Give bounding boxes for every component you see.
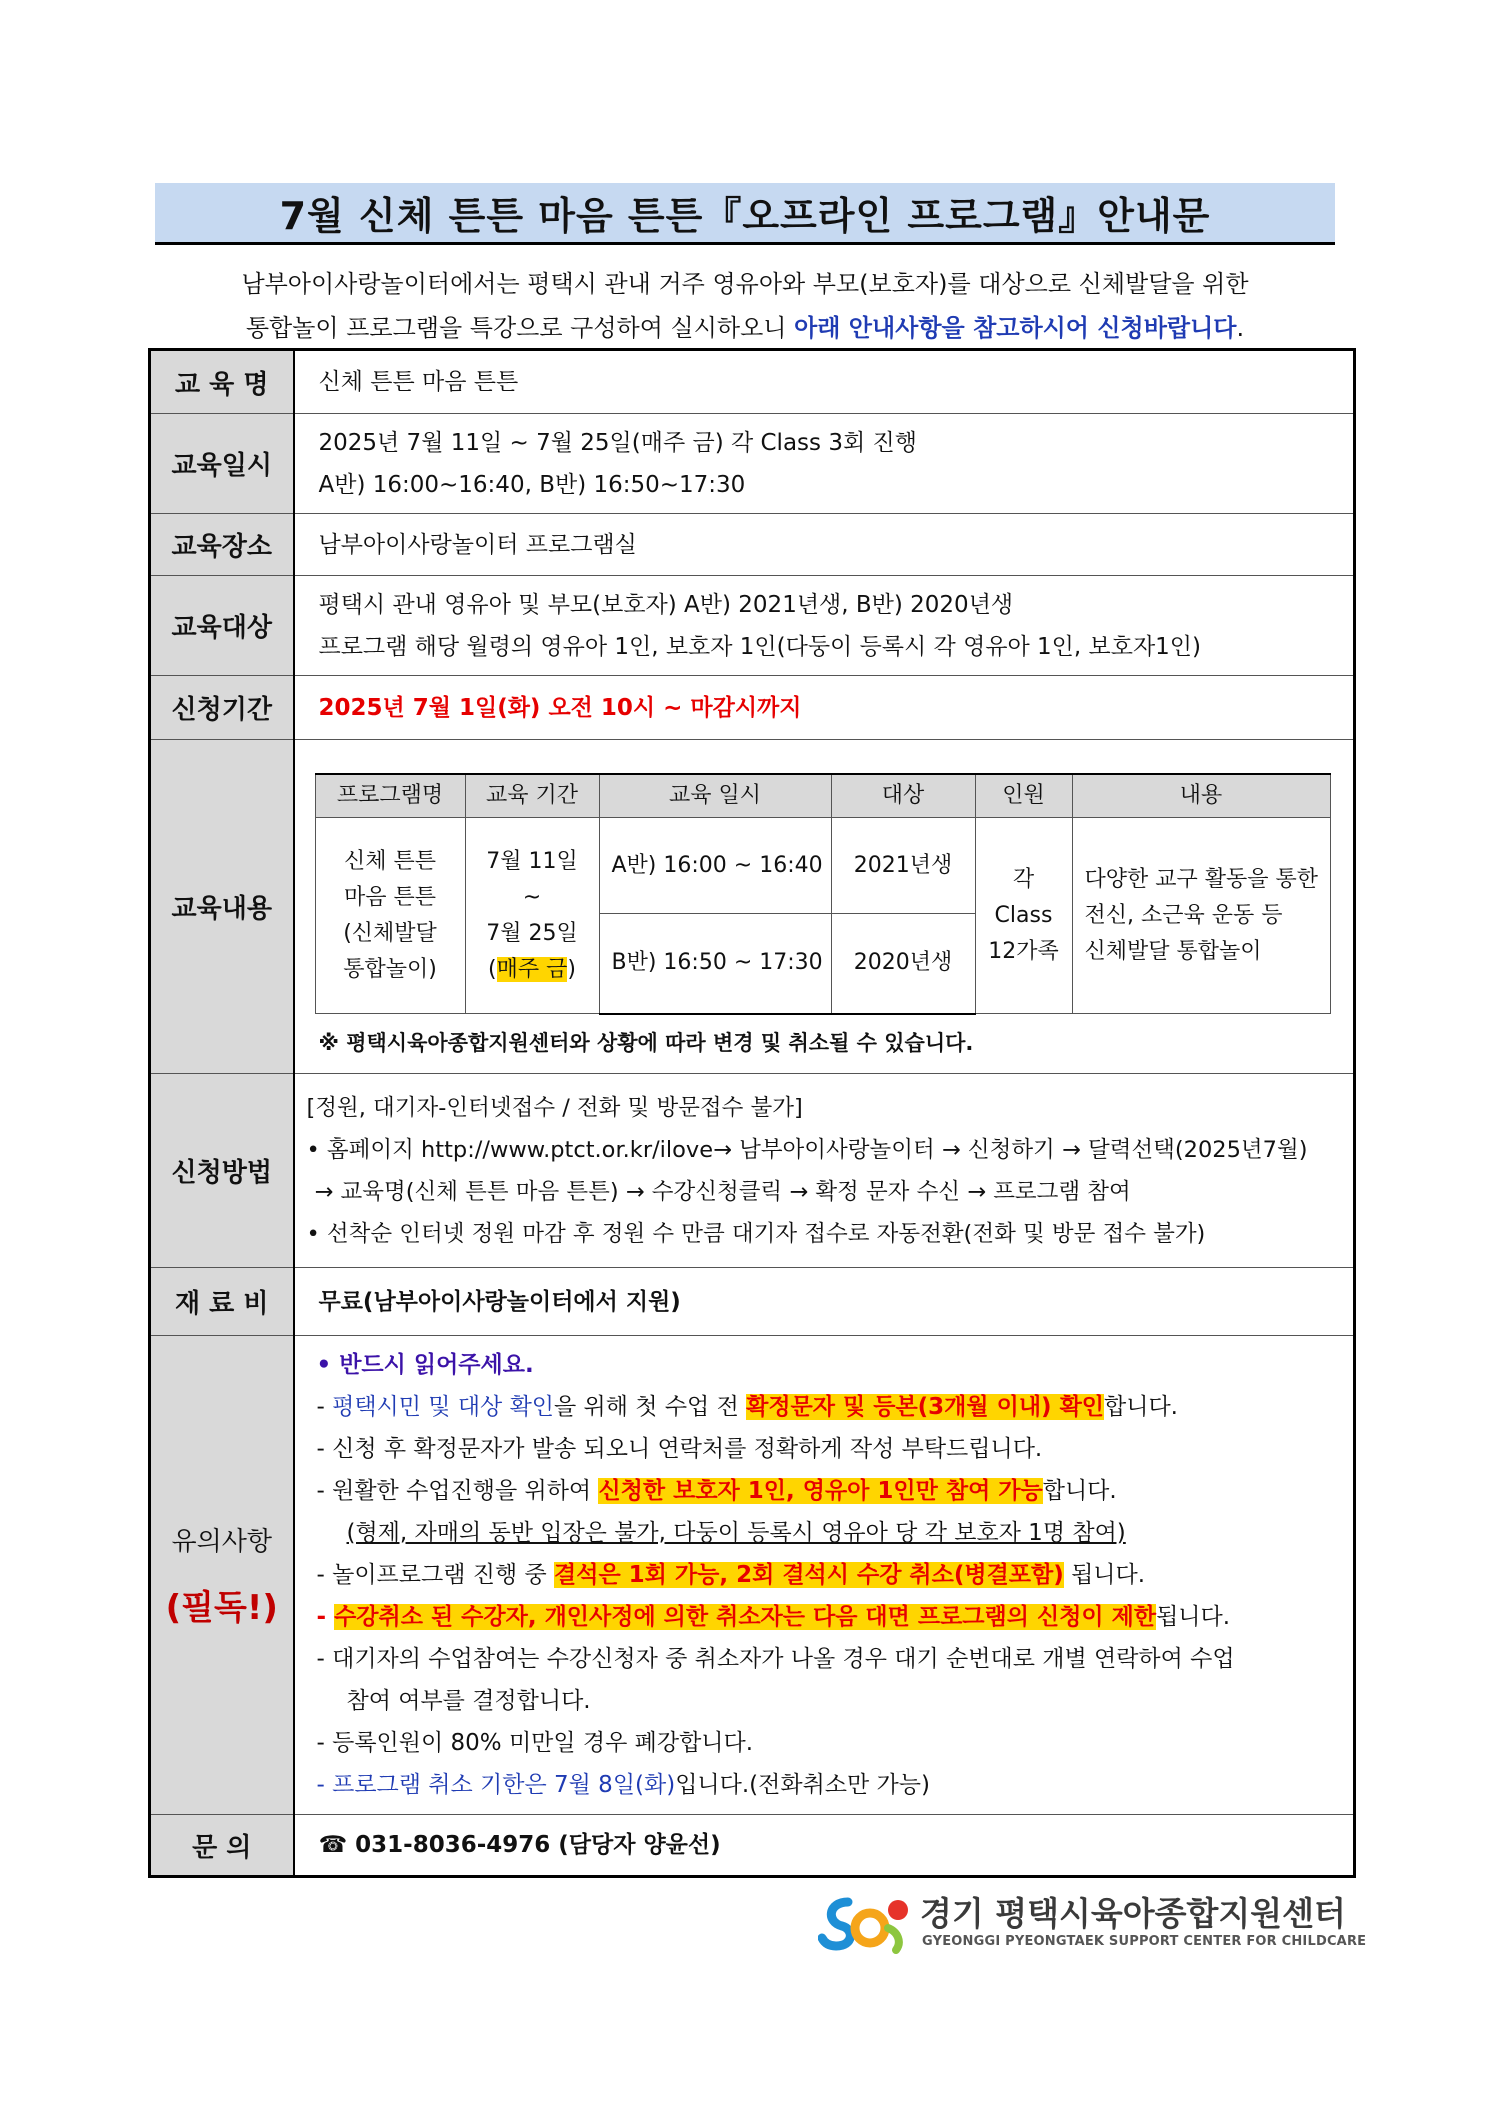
cell-slot-a: A반) 16:00 ~ 16:40 <box>599 818 831 914</box>
col-header-time: 교육 일시 <box>599 774 831 818</box>
label-method: 신청방법 <box>150 1074 294 1268</box>
caution-headline: • 반드시 읽어주세요. <box>316 1352 534 1378</box>
info-table <box>148 348 1356 1878</box>
col-header-program: 프로그램명 <box>315 774 465 818</box>
label-contact: 문 의 <box>150 1815 294 1877</box>
label-fee: 재 료 비 <box>150 1268 294 1336</box>
row-content <box>150 740 1355 1074</box>
intro-highlight: 아래 안내사항을 참고하시어 신청바랍니다 <box>794 314 1237 342</box>
cell-slot-b: B반) 16:50 ~ 17:30 <box>599 914 831 1014</box>
row-contact <box>150 1815 1355 1877</box>
value-content <box>294 740 1355 1074</box>
label-place: 교육장소 <box>150 514 294 576</box>
cell-period: 7월 11일 ~ 7월 25일 (매주 금) <box>465 818 599 1014</box>
col-header-count: 인원 <box>975 774 1072 818</box>
content-note: ※ 평택시육아종합지원센터와 상황에 따라 변경 및 취소될 수 있습니다. <box>318 1030 974 1055</box>
logo-name: 경기 평택시육아종합지원센터 <box>920 1894 1346 1933</box>
value-caution: • 반드시 읽어주세요. - 평택시민 및 대상 확인을 위해 첫 수업 전 확정문자 및 등본(3개월 이내) 확인합니다. - 신청 후 확정문자가 발송 되오니 연락처를 정확하게 작성 부탁드립니다. - 원활한 수업진행을 위하여 신청한 보호자 1인, 영유아 1인만 참여 가능합니다. (형제, 자매의 동반 입장은 불가, 다둥이 등록시 영유아 당 각 보호자 1명 참여) - 놀이프로그램 진행 중 결석은 1회 가능, 2회 결석시 수강 취소(병결포함) 됩니다. - 수강취소 된 수강자, 개인사정에 의한 취소자는 다음 대면 프로그램의 신청이 제한됩니다. - 대기자의 수업참여는 수강신청자 중 취소자가 나올 경우 대기 순번대로 개별 연락하여 수업 참여 여부를 결정합니다. - 등록인원이 80% 미만일 경우 폐강합니다. - 프로그램 취소 기한은 7월 8일(화)입니다.(전화취소만 가능) <box>294 1336 1355 1815</box>
col-header-target: 대상 <box>831 774 975 818</box>
value-target: 평택시 관내 영유아 및 부모(보호자) A반) 2021년생, B반) 2020년생 프로그램 해당 월령의 영유아 1인, 보호자 1인(다둥이 등록시 각 영유아 1인, 보호자1인) <box>294 576 1355 676</box>
row-place <box>150 514 1355 576</box>
label-caution: 유의사항 (필독!) <box>150 1336 294 1815</box>
value-date: 2025년 7월 11일 ~ 7월 25일(매주 금) 각 Class 3회 진행 A반) 16:00~16:40, B반) 16:50~17:30 <box>294 414 1355 514</box>
label-date: 교육일시 <box>150 414 294 514</box>
row-fee <box>150 1268 1355 1336</box>
intro-text <box>150 262 1340 350</box>
cell-desc: 다양한 교구 활동을 통한 전신, 소근육 운동 등 신체발달 통합놀이 <box>1072 818 1330 1014</box>
intro-line-2: 통합놀이 프로그램을 특강으로 구성하여 실시하오니 아래 안내사항을 참고하시어 신청바랍니다. <box>245 314 1245 342</box>
value-contact: ☎ 031-8036-4976 (담당자 양윤선) <box>294 1815 1355 1877</box>
must-read-label: (필독!) <box>165 1588 278 1628</box>
row-caution <box>150 1336 1355 1815</box>
cell-count: 각 Class 12가족 <box>975 818 1072 1014</box>
intro-line-1: 남부아이사랑놀이터에서는 평택시 관내 거주 영유아와 부모(보호자)를 대상으로 신체발달을 위한 <box>241 270 1249 298</box>
label-content: 교육내용 <box>150 740 294 1074</box>
cell-target-b: 2020년생 <box>831 914 975 1014</box>
row-name <box>150 350 1355 414</box>
label-period: 신청기간 <box>150 676 294 740</box>
row-method <box>150 1074 1355 1268</box>
cell-target-a: 2021년생 <box>831 818 975 914</box>
value-method: [정원, 대기자-인터넷접수 / 전화 및 방문접수 불가] • 홈페이지 http://www.ptct.or.kr/ilove→ 남부아이사랑놀이터 → 신청하기 → 달력선택(2025년7월) → 교육명(신체 튼튼 마음 튼튼) → 수강신청클릭 → 확정 문자 수신 → 프로그램 참여 • 선착순 인터넷 정원 마감 후 정원 수 만큼 대기자 접수로 자동전환(전화 및 방문 접수 불가) <box>294 1074 1355 1268</box>
row-target <box>150 576 1355 676</box>
value-name: 신체 튼튼 마음 튼튼 <box>294 350 1355 414</box>
col-header-desc: 내용 <box>1072 774 1330 818</box>
label-name: 교 육 명 <box>150 350 294 414</box>
row-date <box>150 414 1355 514</box>
label-target: 교육대상 <box>150 576 294 676</box>
value-period: 2025년 7월 1일(화) 오전 10시 ~ 마감시까지 <box>294 676 1355 740</box>
logo-english: GYEONGGI PYEONGTAEK SUPPORT CENTER FOR CHILDCARE <box>922 1934 1367 1949</box>
row-period <box>150 676 1355 740</box>
program-table <box>315 773 1331 1015</box>
cell-program: 신체 튼튼 마음 튼튼 (신체발달 통합놀이) <box>315 818 465 1014</box>
value-fee: 무료(남부아이사랑놀이터에서 지원) <box>294 1268 1355 1336</box>
value-place: 남부아이사랑놀이터 프로그램실 <box>294 514 1355 576</box>
col-header-period: 교육 기간 <box>465 774 599 818</box>
logo-mark-icon <box>818 1888 914 1958</box>
weekly-highlight: 매주 금 <box>496 956 568 982</box>
center-logo <box>818 1888 1367 1958</box>
page-title: 7월 신체 튼튼 마음 튼튼『오프라인 프로그램』안내문 <box>155 183 1335 245</box>
